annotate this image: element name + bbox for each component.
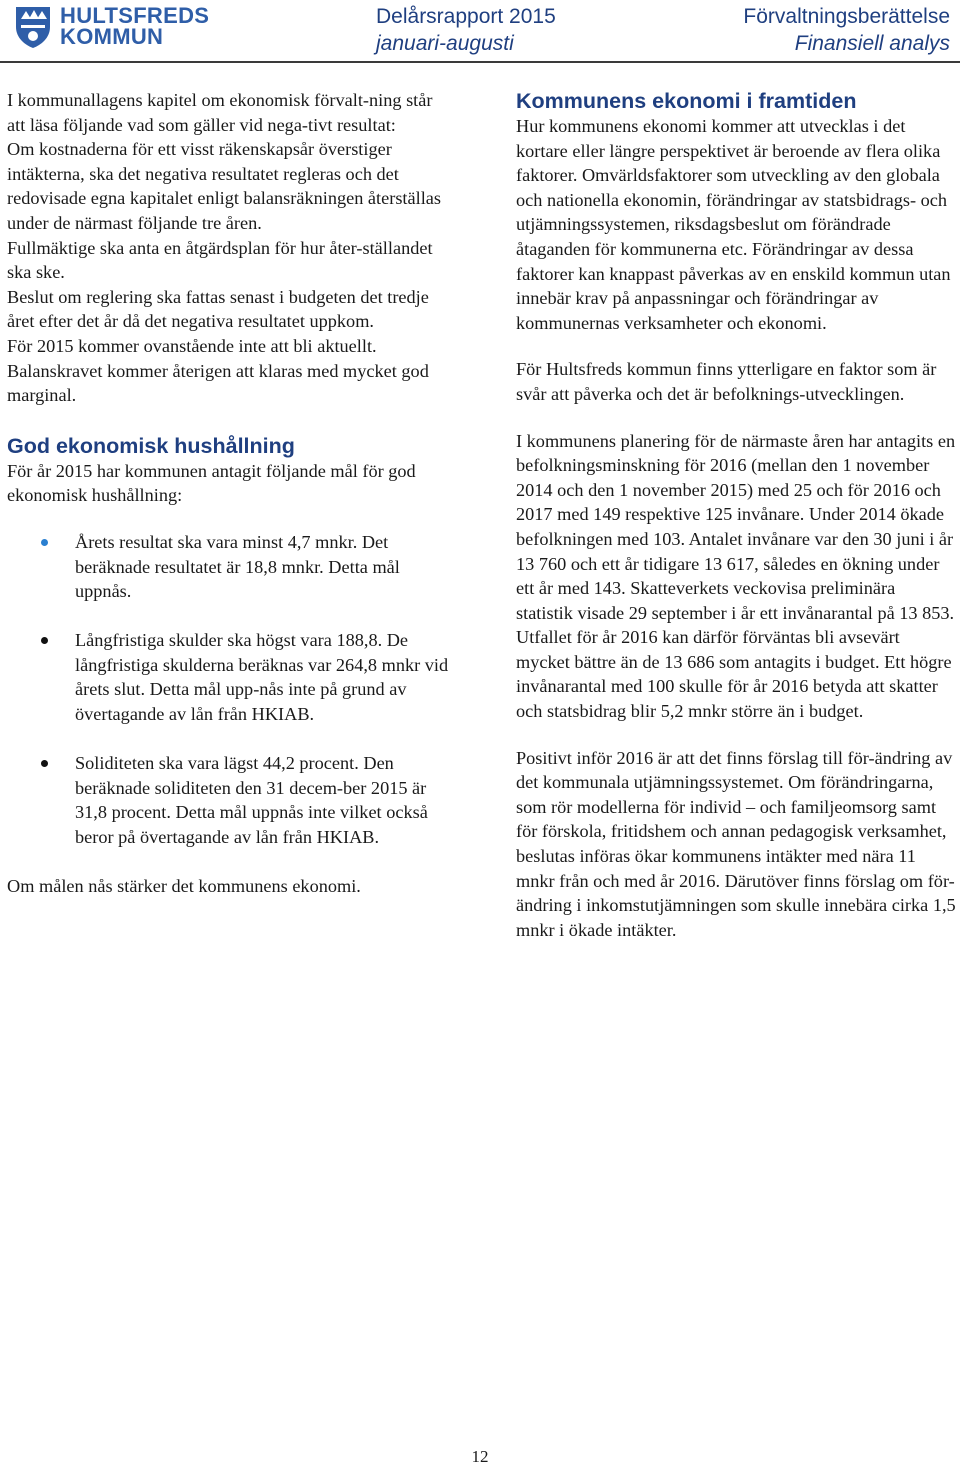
list-item: [7, 751, 452, 849]
goals-intro: För år 2015 har kommunen antagit följande mål för god ekonomisk hushållning:: [7, 460, 416, 506]
section-heading: God ekonomisk hushållning: [7, 433, 295, 458]
paragraph: Beslut om reglering ska fattas senast i budgeten det tredje året efter det år då det negativa resultatet uppkom.: [7, 286, 429, 332]
paragraph: I kommunens planering för de närmaste åren har antagits en befolkningsminskning för 2016 (mellan den 1 november 2014 och den 1 november 2015) med 25 och för 2016 och 2017 med 149 respektive 125 invånare. Under 2014 ökade befolkningen med 103. Antalet invånare var den 30 juni i år 13 760 och ett år tidigare 13 617, således en ökning under ett år med 143. Skatteverkets veckovisa preliminära statistik visade 29 september i år ett invånarantal på 13 853. Utfallet för år 2016 kan därför förväntas bli avsevärt mycket bättre än de 13 686 som antagits i budget. Ett högre invånarantal med 100 skulle för år 2016 betyda att skatter och statsbidrag blir 5,2 mnkr större än i budget.: [516, 430, 956, 722]
goals-list: [7, 530, 452, 850]
section-heading: Kommunens ekonomi i framtiden: [516, 89, 857, 113]
paragraph: För 2015 kommer ovanstående inte att bli aktuellt. Balanskravet kommer återigen att klaras med mycket god marginal.: [7, 335, 429, 406]
bullet-icon: [41, 637, 48, 644]
logo-text: [60, 5, 209, 47]
paragraph: Hur kommunens ekonomi kommer att utvecklas i det kortare eller längre perspektivet är beroende av flera olika faktorer. Omvärldsfaktorer som utveckling av den globala och nationella ekonomin, förändringar av statsbidrags- och utjämningssystemen, riksdagsbeslut om förändrade åtaganden för kommunerna etc. Förändringar av dessa faktorer kan knappast påverkas av en enskild kommun utan innebär krav på anpassningar och förändringar av kommunernas verksamheter och ekonomi.: [516, 116, 951, 333]
bullet-icon: [41, 539, 48, 546]
report-header: [376, 3, 556, 57]
paragraph: För Hultsfreds kommun finns ytterligare en faktor som är svår att påverka och det är befolknings-utvecklingen.: [516, 359, 937, 404]
closing-paragraph: Om målen nås stärker det kommunens ekonomi.: [7, 876, 361, 897]
report-period: januari-augusti: [376, 32, 514, 55]
list-item: [7, 628, 452, 726]
goal-text: Soliditeten ska vara lägst 44,2 procent. Den beräknade soliditeten den 31 decem-ber 2015 är 31,8 procent. Detta mål uppnås inte vilket också beror på övertagande av lån från HKIAB.: [75, 753, 428, 848]
right-column: [516, 88, 956, 942]
bullet-icon: [41, 760, 48, 767]
paragraph: Positivt inför 2016 är att det finns förslag till för-ändring av det kommunala utjämningssystemet. Om förändringarna, som rör modellerna för individ – och familjeomsorg samt för förskola, fritidshem och annan pedagogisk verksamhet, beslutas införas ökar kommunens intäkter med nära 11 mnkr från och med år 2016. Därutöver finns förslag om för-ändring i inkomstutjämningen som skulle innebära cirka 1,5 mnkr i ökade intäkter.: [516, 747, 956, 940]
goal-text: Långfristiga skulder ska högst vara 188,8. De långfristiga skulderna beräknas var 264,8 mnkr vid årets slut. Detta mål upp-nås inte på grund av övertagande av lån från HKIAB.: [75, 630, 449, 725]
paragraph: Fullmäktige ska anta en åtgärdsplan för hur åter-ställandet ska ske.: [7, 237, 433, 283]
paragraph: Om kostnaderna för ett visst räkenskapsår överstiger intäkterna, ska det negativa resultatet regleras och det redovisade egna kapitalet enligt balansräkningen återställas under de närmast följande tre åren.: [7, 139, 442, 233]
left-column: [7, 88, 452, 899]
section-title: Förvaltningsberättelse: [743, 5, 950, 28]
logo-line-1: HULTSFREDS: [60, 3, 210, 28]
municipality-logo: [14, 3, 210, 49]
header-divider: [0, 61, 960, 63]
report-title: Delårsrapport 2015: [376, 5, 556, 28]
paragraph: I kommunallagens kapitel om ekonomisk förvalt-ning står att läsa följande vad som gäller vid nega-tivt resultat:: [7, 90, 433, 135]
goal-text: Årets resultat ska vara minst 4,7 mnkr. Det beräknade resultatet är 18,8 mnkr. Detta mål uppnås.: [75, 531, 400, 602]
section-subtitle: Finansiell analys: [794, 32, 950, 55]
section-header: [743, 3, 950, 57]
logo-line-2: KOMMUN: [60, 24, 164, 49]
page-number: 12: [471, 1447, 489, 1466]
list-item: [7, 530, 452, 604]
coat-of-arms-icon: [14, 5, 52, 49]
